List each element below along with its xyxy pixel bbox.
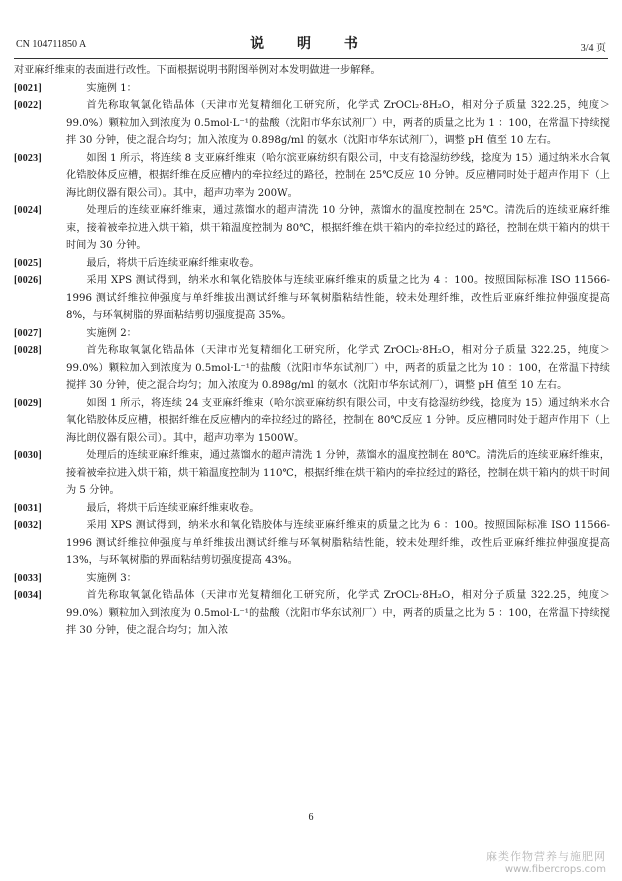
paragraph [14, 150, 610, 203]
paragraph-text: 首先称取氧氯化锆晶体（天津市光复精细化工研究所，化学式 ZrOCl₂·8H₂O，相对分子质量 322.25，纯度＞99.0%）颗粒加入到浓度为 0.5mol·L⁻¹的盐酸（沈阳市华东试剂厂）中，两者的质量之比为 5 ：100，在常温下持续搅拌 30 分钟，使之混合均匀；加入浓 [66, 590, 610, 636]
paragraph [14, 500, 610, 518]
paragraph [14, 587, 610, 640]
watermark-url: www.fibercrops.com [504, 864, 606, 875]
paragraph [14, 272, 610, 325]
paragraph [14, 447, 610, 500]
paragraph-number: [0030] [14, 450, 42, 461]
paragraph-text: 如图 1 所示，将连续 24 支亚麻纤维束（哈尔滨亚麻纺织有限公司，中支有捻湿纺纱线，捻度为 15）通过纳米水合氧化锆胶体反应槽，根据纤维在反应槽内的牵拉经过的路径，控制在 80℃反应 1 分钟。反应槽同时处于超声作用下（上海比朗仪器有限公司）。其中，超声功率为 1500W。 [66, 397, 610, 444]
paragraph-text: 实施例 1： [86, 82, 137, 94]
paragraph [14, 395, 610, 448]
paragraph-number: [0032] [14, 520, 42, 531]
paragraph-text: 处理后的连续亚麻纤维束，通过蒸馏水的超声清洗 1 分钟，蒸馏水的温度控制在 80℃。清洗后的连续亚麻纤维束，接着被牵拉进入烘干箱，烘干箱温度控制为 110℃，根据纤维在烘干箱内的牵拉经过的路径，控制在烘干箱内的烘干时间为 5 分钟。 [66, 450, 610, 496]
paragraph-number: [0023] [14, 152, 42, 164]
site-watermark [486, 848, 606, 875]
paragraph-number: [0027] [14, 327, 42, 339]
paragraph [14, 97, 610, 150]
paragraph-number: [0026] [14, 275, 42, 286]
paragraph-text: 如图 1 所示，将连续 8 支亚麻纤维束（哈尔滨亚麻纺织有限公司，中支有捻湿纺纱线，捻度为 15）通过纳米水合氧化锆胶体反应槽，根据纤维在反应槽内的牵拉经过的路径，控制在 25℃反应 10 分钟。反应槽同时处于超声作用下（上海比朗仪器有限公司）。其中，超声功率为 200W。 [66, 152, 610, 199]
paragraph [14, 255, 610, 273]
paragraph-text: 实施例 2： [86, 327, 137, 339]
page-header [14, 30, 608, 59]
paragraph [14, 342, 610, 395]
paragraph [14, 517, 610, 570]
watermark-site-name: 麻类作物营养与施肥网 [486, 850, 606, 863]
paragraph-number: [0034] [14, 590, 42, 601]
paragraph [14, 570, 610, 588]
paragraph-text: 采用 XPS 测试得到，纳米水和氧化锆胶体与连续亚麻纤维束的质量之比为 6 ：100。按照国际标准 ISO 11566-1996 测试纤维拉伸强度与单纤维拔出测试纤维与环氧树脂粘结性能，较未处理纤维，改性后亚麻纤维拉伸强度提高 13%，与环氧树脂的界面粘结剪切强度提高 43%。 [66, 520, 610, 566]
paragraph [14, 202, 610, 255]
patent-number: CN 104711850 A [16, 39, 87, 50]
paragraph-text: 最后，将烘干后连续亚麻纤维束收卷。 [86, 502, 260, 514]
intro-text: 对亚麻纤维束的表面进行改性。下面根据说明书附图举例对本发明做进一步解释。 [14, 65, 381, 76]
paragraph-number: [0025] [14, 257, 42, 269]
paragraph [14, 80, 610, 98]
paragraph-number: [0029] [14, 397, 42, 409]
page-number: 6 [308, 812, 314, 823]
paragraph-text: 实施例 3： [86, 572, 137, 584]
paragraph-number: [0024] [14, 205, 42, 216]
paragraph-text: 最后，将烘干后连续亚麻纤维束收卷。 [86, 257, 260, 269]
intro-paragraph [14, 62, 610, 80]
paragraph-number: [0033] [14, 572, 42, 584]
paragraph-text: 首先称取氧氯化锆晶体（天津市光复精细化工研究所，化学式 ZrOCl₂·8H₂O，相对分子质量 322.25，纯度＞99.0%）颗粒加入到浓度为 0.5mol·L⁻¹的盐酸（沈阳市华东试剂厂）中，两者的质量之比为 1 ：100，在常温下持续搅拌 30 分钟，使之混合均匀；加入浓度为 0.898g/ml 的氨水（沈阳市华东试剂厂），调整 pH 值至 10 左右。 [66, 100, 610, 146]
document-body [14, 62, 610, 640]
paragraph-number: [0022] [14, 100, 42, 111]
paragraph-text: 首先称取氧氯化锆晶体（天津市光复精细化工研究所，化学式 ZrOCl₂·8H₂O，相对分子质量 322.25，纯度＞99.0%）颗粒加入到浓度为 0.5mol·L⁻¹的盐酸（沈阳市华东试剂厂）中，两者的质量之比为 10 ：100，在常温下持续搅拌 30 分钟，使之混合均匀；加入浓度为 0.898g/ml 的氨水（沈阳市华东试剂厂），调整 pH 值至 10 左右。 [66, 345, 610, 391]
paragraph-text: 处理后的连续亚麻纤维束，通过蒸馏水的超声清洗 10 分钟，蒸馏水的温度控制在 25℃。清洗后的连续亚麻纤维束，接着被牵拉进入烘干箱，烘干箱温度控制为 80℃，根据纤维在烘干箱内的牵拉经过的路径，控制在烘干箱内的烘干时间为 30 分钟。 [66, 205, 610, 251]
paragraph [14, 325, 610, 343]
paragraph-text: 采用 XPS 测试得到，纳米水和氧化锆胶体与连续亚麻纤维束的质量之比为 4 ：100。按照国际标准 ISO 11566-1996 测试纤维拉伸强度与单纤维拔出测试纤维与环氧树脂粘结性能，较未处理纤维，改性后亚麻纤维拉伸强度提高 8%，与环氧树脂的界面粘结剪切强度提高 35%。 [66, 275, 610, 321]
document-title: 说 明 书 [250, 36, 372, 52]
paragraph-number: [0028] [14, 345, 42, 356]
paragraph-number: [0031] [14, 502, 42, 514]
page-of-indicator: 3/4 页 [580, 43, 606, 54]
paragraph-number: [0021] [14, 82, 42, 94]
